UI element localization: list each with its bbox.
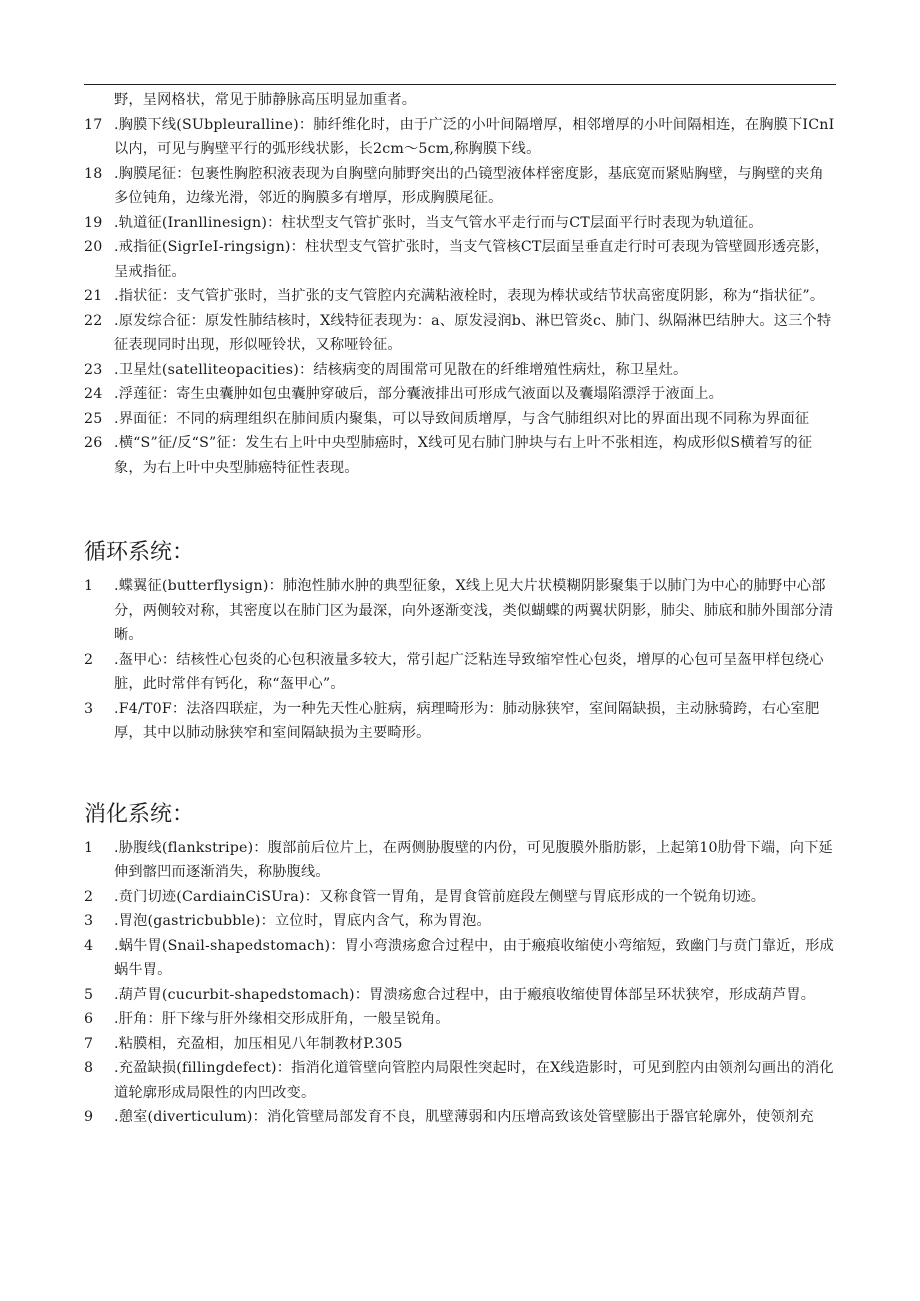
list-item: 6 .肝角：肝下缘与肝外缘相交形成肝角，一般呈锐角。 <box>84 1011 450 1027</box>
list-item: 4 .蜗牛胃(Snail-shapedstomach)：胃小弯溃疡愈合过程中，由于瘢痕收缩使小弯缩短，致幽门与贲门靠近，形成蜗牛胃。 <box>84 937 834 978</box>
list-item: 3 .胃泡(gastricbubble)：立位时，胃底内含气，称为胃泡。 <box>84 913 491 929</box>
list-item: 20 .戒指征(SigrIeI-ringsign)：柱状型支气管扩张时，当支气管核CT层面呈垂直走行时可表现为管壁圆形透亮影，呈戒指征。 <box>84 239 830 280</box>
list-item: 21 .指状征：支气管扩张时，当扩张的支气管腔内充满粘液栓时，表现为棒状或结节状高密度阴影，称为“指状征”。 <box>84 288 825 304</box>
list-item: 25 .界面征：不同的病理组织在肺间质内聚集，可以导致间质增厚，与含气肺组织对比的界面出现不同称为界面征 <box>84 410 810 427</box>
list-item: 19 .轨道征(Iranllinesign)：柱状型支气管扩张时，当支气管水平走行而与CT层面平行时表现为轨道征。 <box>84 214 763 231</box>
section-title-circulatory: 循环系统： <box>84 540 195 565</box>
digestive-list <box>84 836 836 1130</box>
list-item: 18 .胸膜尾征：包裹性胸腔积液表现为自胸壁向肺野突出的凸镜型液体样密度影，基底宽而紧贴胸壁，与胸壁的夹角多位钝角，边缘光滑，邻近的胸膜多有增厚，形成胸膜尾征。 <box>84 165 824 206</box>
list-item: 24 .浮莲征：寄生虫囊肿如包虫囊肿穿破后，部分囊液排出可形成气液面以及囊塌陷漂浮于液面上。 <box>84 386 723 402</box>
list-item: 26 .横“S”征/反“S”征：发生右上叶中央型肺癌时，X线可见右肺门肿块与右上叶不张相连，构成形似S横着写的征象，为右上叶中央型肺癌特征性表现。 <box>84 435 813 476</box>
list-item: 5 .葫芦胃(cucurbit-shapedstomach)：胃溃疡愈合过程中，由于瘢痕收缩使胃体部呈环状狭窄，形成葫芦胃。 <box>84 986 816 1003</box>
list-item: 2 .贲门切迹(CardiainCiSUra)：又称食管一胃角，是胃食管前庭段左侧壁与胃底形成的一个锐角切迹。 <box>84 888 766 905</box>
list-item: 22 .原发综合征：原发性肺结核时，X线特征表现为：a、原发浸润b、淋巴管炎c、肺门、纵隔淋巴结肿大。这三个特征表现同时出现，形似哑铃状，又称哑铃征。 <box>84 312 832 353</box>
list-item: 2 .盔甲心：结核性心包炎的心包积液量多较大，常引起广泛粘连导致缩窄性心包炎，增厚的心包可呈盔甲样包绕心脏，此时常伴有钙化，称“盔甲心”。 <box>84 651 824 692</box>
list-item: 3 .F4/T0F：法洛四联症，为一种先天性心脏病，病理畸形为：肺动脉狭窄，室间隔缺损，主动脉骑跨，右心室肥厚，其中以肺动脉狭窄和室间隔缺损为主要畸形。 <box>84 700 820 741</box>
section-title-digestive: 消化系统： <box>84 801 195 827</box>
respiratory-list <box>84 113 836 481</box>
list-item: 8 .充盈缺损(fillingdefect)：指消化道管壁向管腔内局限性突起时，在X线造影时，可见到腔内由领剂勾画出的消化道轮廓形成局限性的内凹改变。 <box>84 1060 834 1101</box>
circulatory-list <box>84 574 836 746</box>
list-item: 17 .胸膜下线(SUbpleuralline)：肺纤维化时，由于广泛的小叶间隔增厚，相邻增厚的小叶间隔相连，在胸膜下ICnI以内，可见与胸壁平行的弧形线状影，长2cm～5cm,称胸膜下线。 <box>84 116 835 157</box>
list-item: 1 .蝶翼征(butterflysign)：肺泡性肺水肿的典型征象，X线上见大片状模糊阴影聚集于以肺门为中心的肺野中心部分，两侧较对称，其密度以在肺门区为最深，向外逐渐变浅，类似蝴蝶的两翼状阴影，肺尖、肺底和肺外围部分清晰。 <box>84 578 834 643</box>
list-item: 7 .粘膜相，充盈相，加压相见八年制教材P.305 <box>84 1035 403 1052</box>
document-content <box>84 88 836 1130</box>
list-item: 1 .胁腹线(flankstripe)：腹部前后位片上，在两侧胁腹壁的内份，可见腹膜外脂肪影，上起第10肋骨下端，向下延伸到髂凹而逐渐消失，称胁腹线。 <box>84 839 833 880</box>
list-item: 23 .卫星灶(satelliteopacities)：结核病变的周围常可见散在的纤维增殖性病灶，称卫星灶。 <box>84 361 688 378</box>
list-item: 9 .憩室(diverticulum)：消化管壁局部发育不良，肌壁薄弱和内压增高致该处管壁膨出于器官轮廓外，使领剂充 <box>84 1109 814 1125</box>
header-rule <box>84 84 836 85</box>
continuation-line: 野，呈网格状，常见于肺静脉高压明显加重者。 <box>114 92 417 108</box>
